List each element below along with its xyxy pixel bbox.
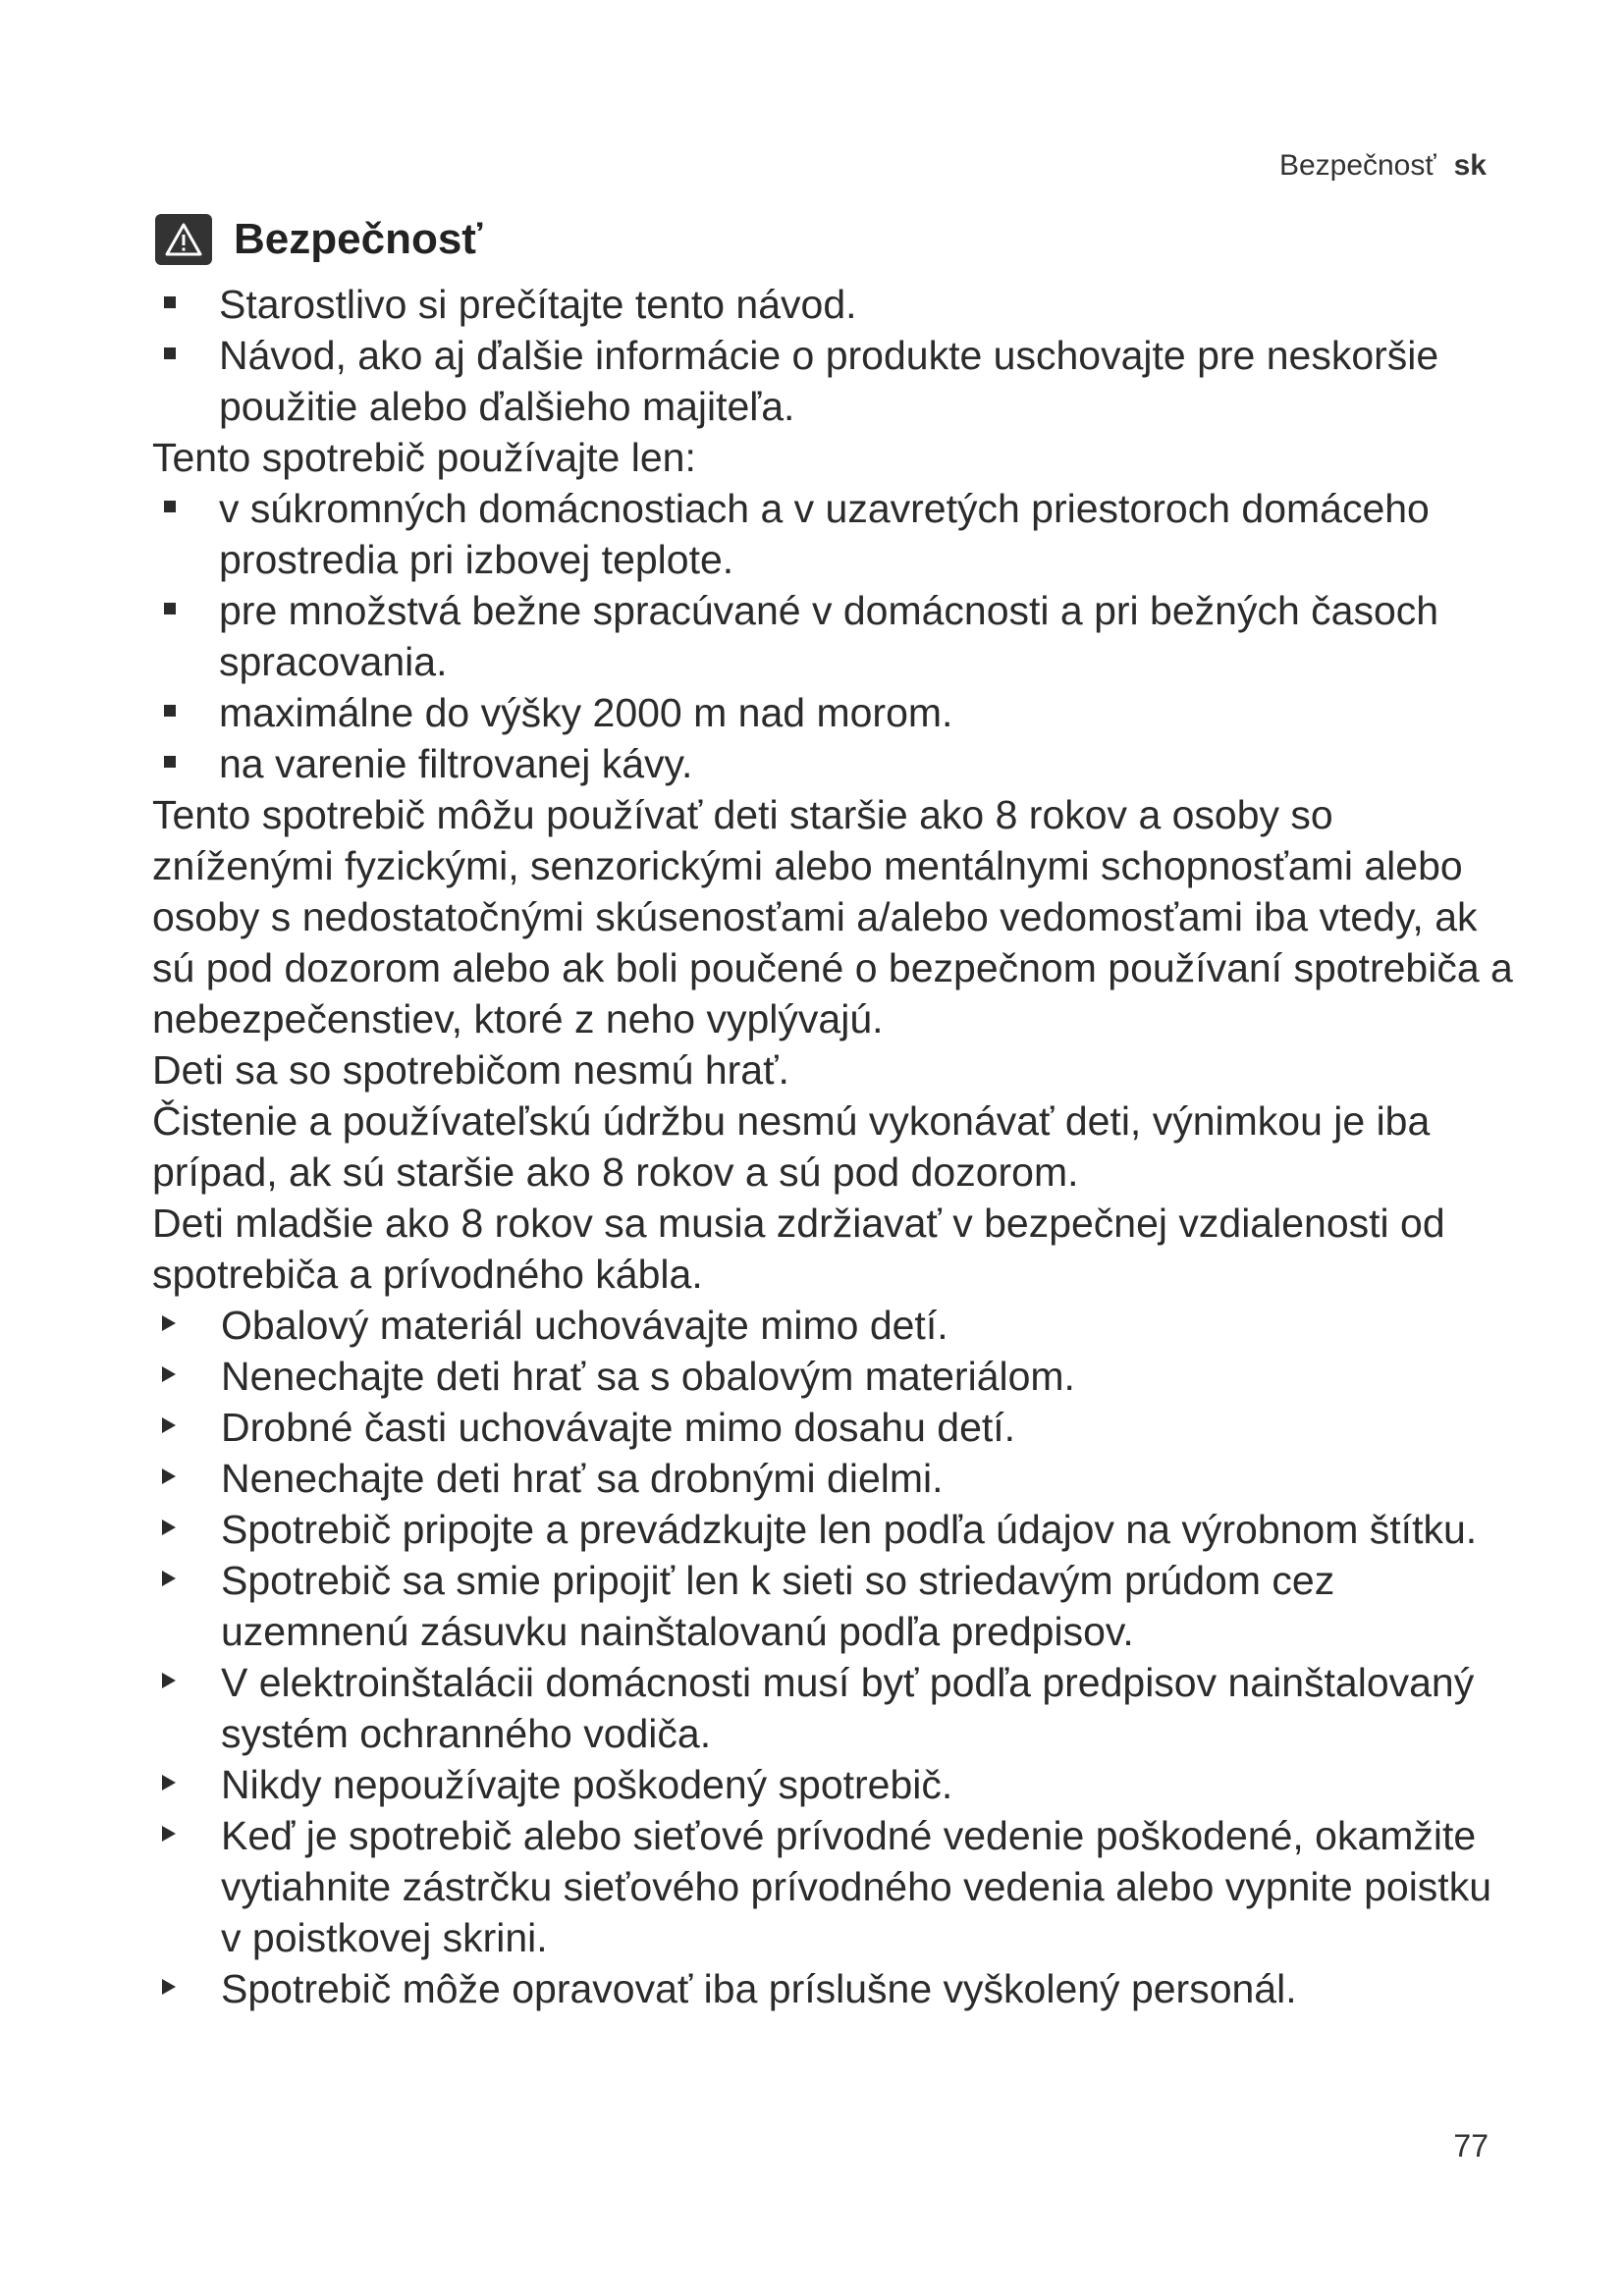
- paragraph: Tento spotrebič môžu používať deti staršie ako 8 rokov a osoby so zníženými fyzickými, senzorickými alebo mentálnymi schopnosťami alebo osoby s nedostatočnými skúsenosťami a/alebo vedomosťami iba vtedy, ak sú pod dozorom alebo ak boli poučené o bezpečnom používaní spotrebiča a nebezpečenstiev, ktoré z neho vyplývajú.: [152, 792, 1513, 1041]
- instruction-item: Keď je spotrebič alebo sieťové prívodné vedenie poškodené, okamžite vytiahnite zástrčku sieťového prívodného vedenia alebo vypnite poistku v poistkovej skrini.: [152, 1810, 1517, 1963]
- list-item: Starostlivo si prečítajte tento návod.: [152, 279, 1517, 330]
- instruction-item: Obalový materiál uchovávajte mimo detí.: [152, 1300, 1517, 1351]
- header-section: Bezpečnosť: [1278, 149, 1436, 182]
- list-item: v súkromných domácnostiach a v uzavretých priestoroch domáceho prostredia pri izbovej teplote.: [152, 483, 1517, 585]
- paragraph: Deti sa so spotrebičom nesmú hrať.: [152, 1047, 789, 1093]
- page-number: 77: [1453, 2128, 1489, 2163]
- list-item: Návod, ako aj ďalšie informácie o produkte uschovajte pre neskoršie použitie alebo ďalšieho majiteľa.: [152, 330, 1517, 432]
- warning-icon: [155, 214, 212, 265]
- instruction-item: V elektroinštalácii domácnosti musí byť podľa predpisov nainštalovaný systém ochranného vodiča.: [152, 1657, 1517, 1759]
- list-item: pre množstvá bežne spracúvané v domácnosti a pri bežných časoch spracovania.: [152, 585, 1517, 687]
- use-heading: Tento spotrebič používajte len:: [152, 435, 696, 480]
- instruction-item: Drobné časti uchovávajte mimo dosahu detí.: [152, 1402, 1517, 1453]
- page-title: Bezpečnosť: [234, 215, 483, 263]
- instruction-item: Spotrebič sa smie pripojiť len k sieti so striedavým prúdom cez uzemnenú zásuvku nainštalovanú podľa predpisov.: [152, 1555, 1517, 1657]
- paragraph: Deti mladšie ako 8 rokov sa musia zdržiavať v bezpečnej vzdialenosti od spotrebiča a prívodného kábla.: [152, 1201, 1445, 1297]
- instruction-item: Spotrebič môže opravovať iba príslušne vyškolený personál.: [152, 1963, 1517, 2014]
- section-title-row: [155, 214, 482, 265]
- instruction-item: Nenechajte deti hrať sa drobnými dielmi.: [152, 1453, 1517, 1504]
- instruction-item: Spotrebič pripojte a prevádzkujte len podľa údajov na výrobnom štítku.: [152, 1504, 1517, 1555]
- list-item: maximálne do výšky 2000 m nad morom.: [152, 687, 1517, 738]
- list-item: na varenie filtrovanej kávy.: [152, 738, 1517, 789]
- safety-content: [152, 279, 1517, 2014]
- instruction-item: Nenechajte deti hrať sa s obalovým materiálom.: [152, 1351, 1517, 1402]
- paragraph: Čistenie a používateľskú údržbu nesmú vykonávať deti, výnimkou je iba prípad, ak sú staršie ako 8 rokov a sú pod dozorom.: [152, 1098, 1431, 1195]
- running-header: [1279, 149, 1487, 183]
- header-language: sk: [1453, 149, 1487, 182]
- instruction-item: Nikdy nepoužívajte poškodený spotrebič.: [152, 1759, 1517, 1810]
